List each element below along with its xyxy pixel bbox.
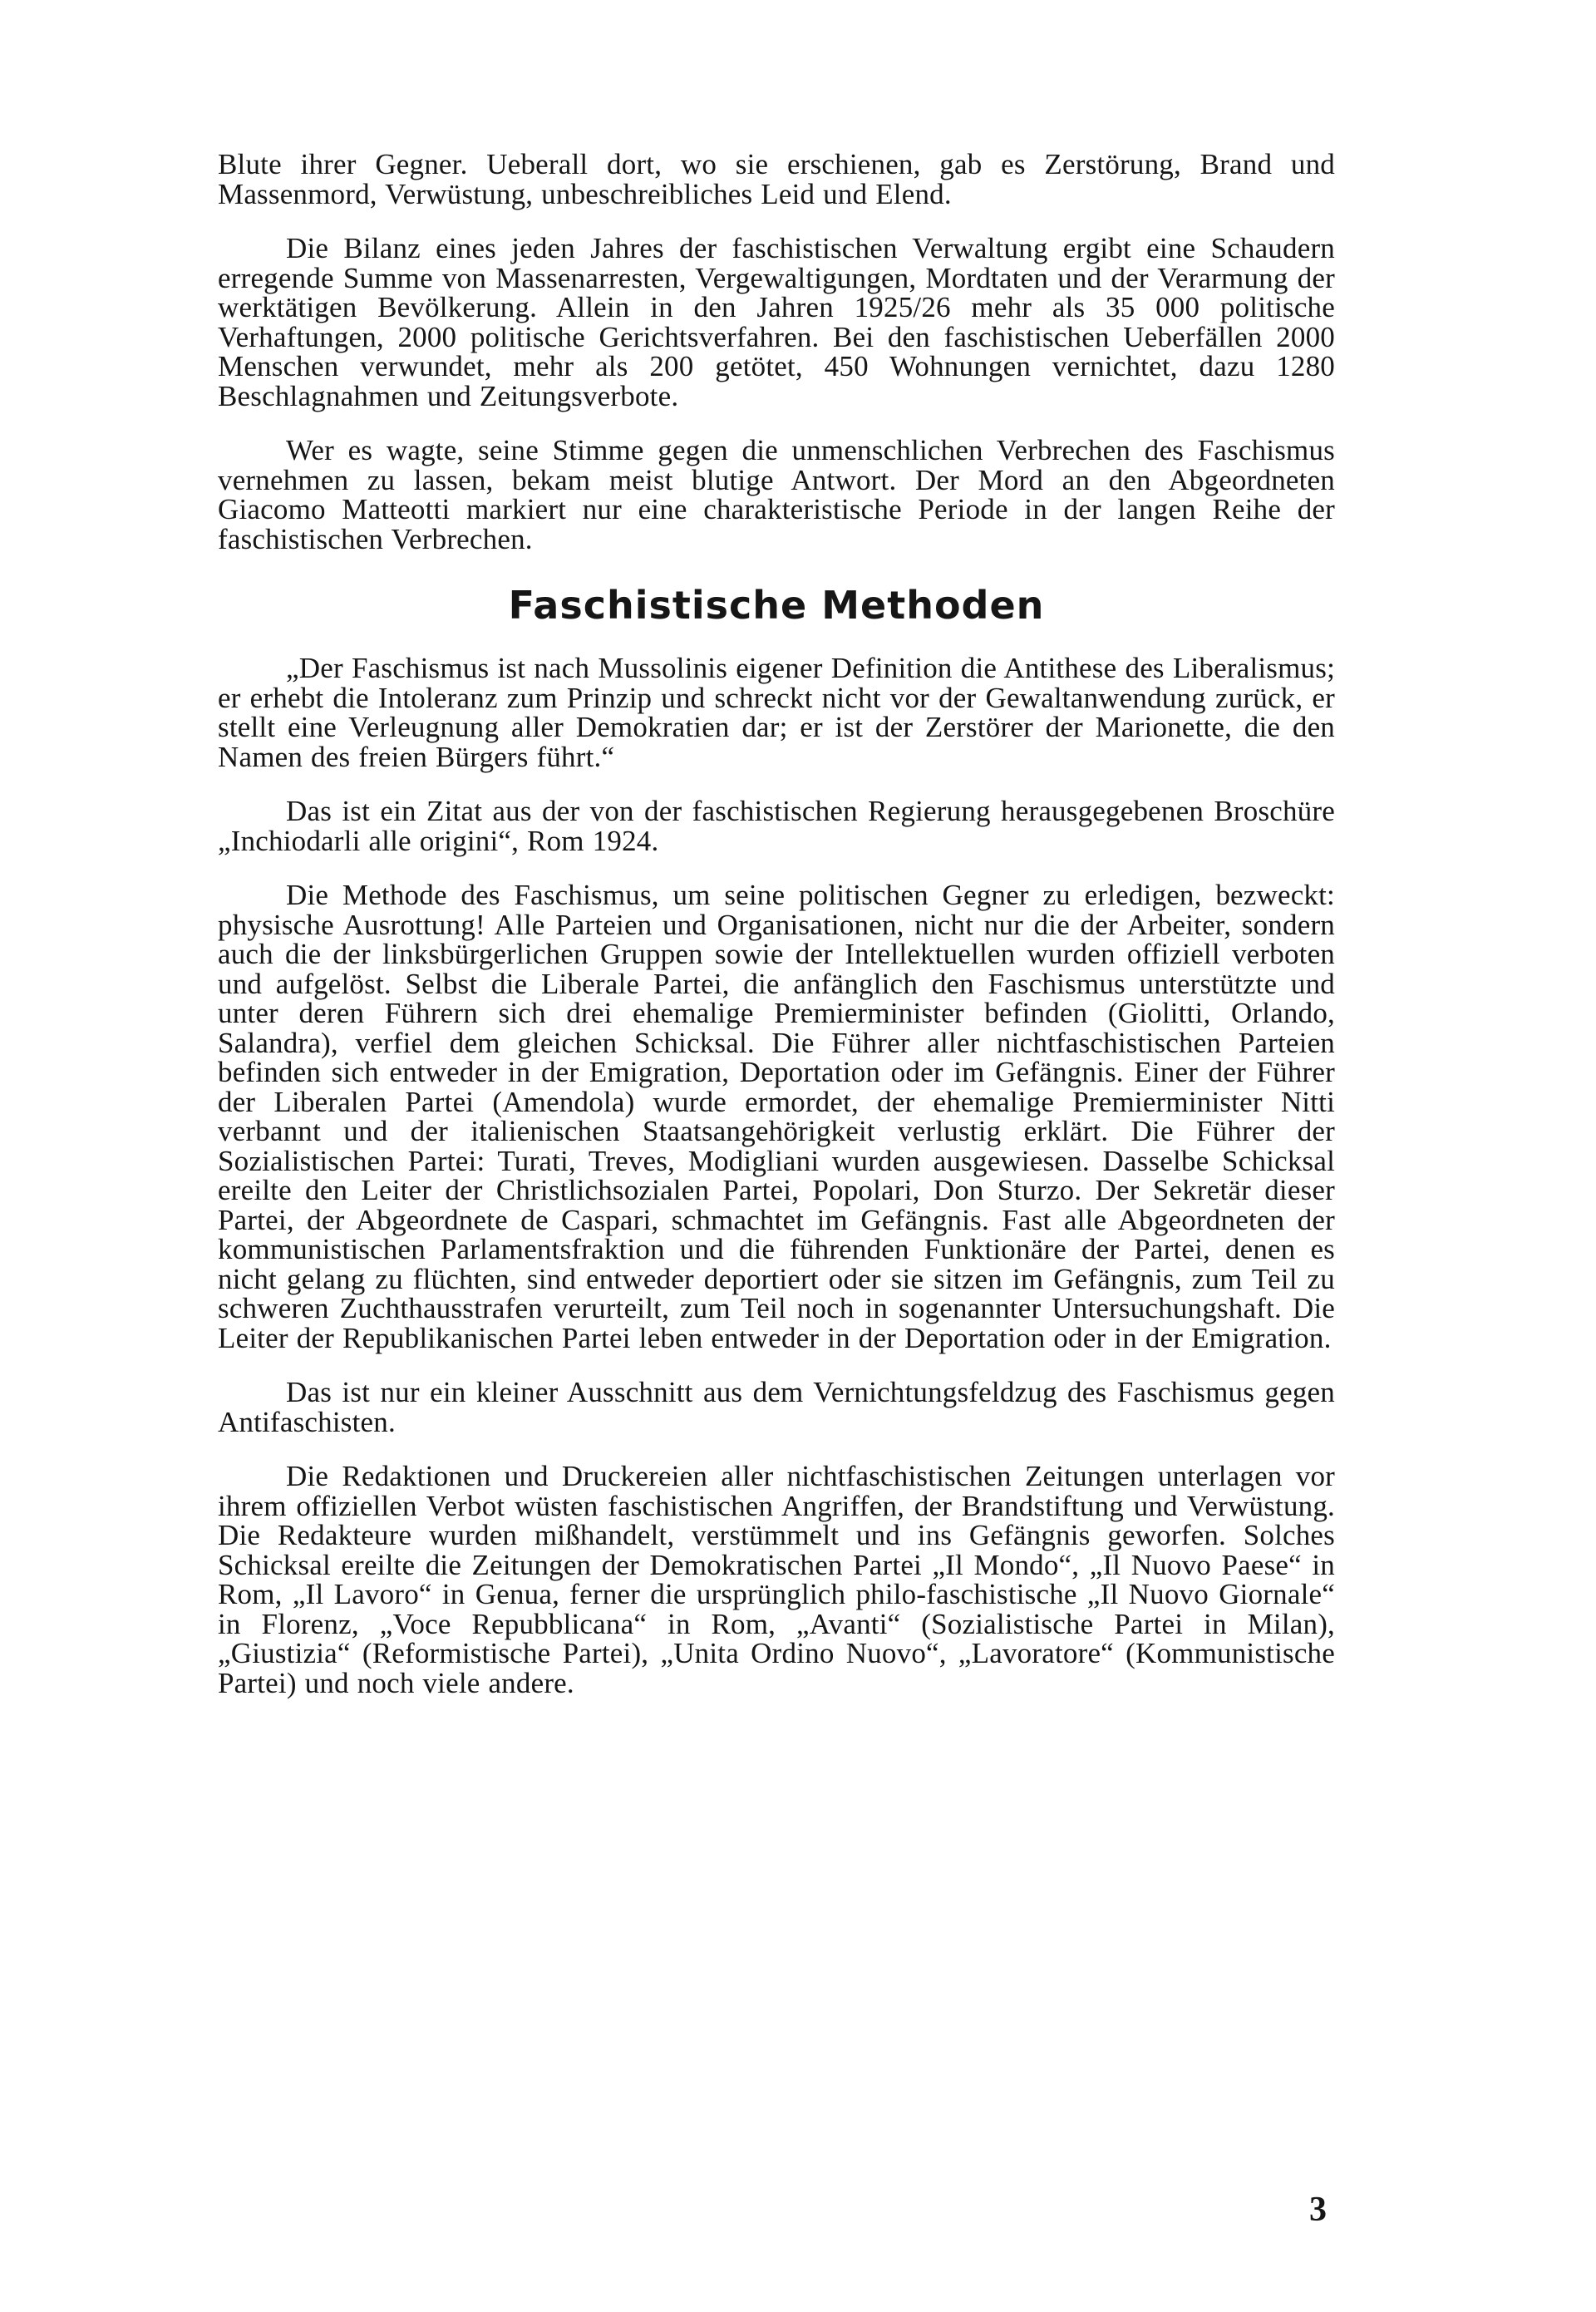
body-text (218, 150, 1335, 1723)
paragraph-ausschnitt: Das ist nur ein kleiner Ausschnitt aus dem Vernichtungsfeldzug des Faschismus gegen Antifaschisten. (218, 1376, 1335, 1438)
paragraph-matteotti: Wer es wagte, seine Stimme gegen die unmenschlichen Verbrechen des Faschismus vernehmen zu lassen, bekam meist blutige Antwort. Der Mord an den Abgeordneten Giacomo Matteotti markiert nur eine charakteristische Periode in der langen Reihe der faschistischen Verbrechen. (218, 434, 1335, 555)
section-heading: Faschistische Methoden (508, 583, 1045, 628)
paragraph-quote: „Der Faschismus ist nach Mussolinis eigener Definition die Antithese des Liberalismus; er erhebt die Intoleranz zum Prinzip und schreckt nicht vor der Gewaltanwendung zurück, er stellt eine Verleugnung aller Demokratien dar; er ist der Zerstörer der Marionette, die den Namen des freien Bürgers führt.“ (218, 652, 1335, 773)
paragraph-bilanz: Die Bilanz eines jeden Jahres der faschistischen Verwaltung ergibt eine Schaudern erregende Summe von Massenarresten, Vergewaltigungen, Mordtaten und der Verarmung der werktätigen Bevölkerung. Allein in den Jahren 1925/26 mehr als 35 000 politische Verhaftungen, 2000 politische Gerichtsverfahren. Bei den faschistischen Ueberfällen 2000 Menschen verwundet, mehr als 200 getötet, 450 Wohnungen vernichtet, dazu 1280 Beschlagnahmen und Zeitungsverbote. (218, 232, 1335, 412)
page-number: 3 (1309, 2191, 1327, 2229)
paragraph-methode: Die Methode des Faschismus, um seine politischen Gegner zu erledigen, bezweckt: physische Ausrottung! Alle Parteien und Organisationen, nicht nur die der Arbeiter, sondern auch die der linksbürgerlichen Gruppen sowie der Intellektuellen wurden offiziell verboten und aufgelöst. Selbst die Liberale Partei, die anfänglich den Faschismus unterstützte und unter deren Führern sich drei ehemalige Premierminister befinden (Giolitti, Orlando, Salandra), verfiel dem gleichen Schicksal. Die Führer aller nichtfaschistischen Parteien befinden sich entweder in der Emigration, Deportation oder im Gefängnis. Einer der Führer der Liberalen Partei (Amendola) wurde ermordet, der ehemalige Premierminister Nitti verbannt und der italienischen Staatsangehörigkeit verlustig erklärt. Die Führer der Sozialistischen Partei: Turati, Treves, Modigliani wurden ausgewiesen. Dasselbe Schicksal ereilte den Leiter der Christlichsozialen Partei, Popolari, Don Sturzo. Der Sekretär dieser Partei, der Abgeordnete de Caspari, schmachtet im Gefängnis. Fast alle Abgeordneten der kommunistischen Parlamentsfraktion und die führenden Funktionäre der Partei, denen es nicht gelang zu flüchten, sind entweder deportiert oder sie sitzen im Gefängnis, zum Teil zu schweren Zuchthausstrafen verurteilt, zum Teil noch in sogenannter Untersuchungshaft. Die Leiter der Republikanischen Partei leben entweder in der Deportation oder in der Emigration. (218, 879, 1335, 1354)
paragraph-redaktionen: Die Redaktionen und Druckereien aller nichtfaschistischen Zeitungen unterlagen vor ihrem offiziellen Verbot wüsten faschistischen Angriffen, der Brandstiftung und Verwüstung. Die Redakteure wurden mißhandelt, verstümmelt und ins Gefängnis geworfen. Solches Schicksal ereilte die Zeitungen der Demokratischen Partei „Il Mondo“, „Il Nuovo Paese“ in Rom, „Il Lavoro“ in Genua, ferner die ursprünglich philo-faschistische „Il Nuovo Giornale“ in Florenz, „Voce Repubblicana“ in Rom, „Avanti“ (Sozialistische Partei in Milan), „Giustizia“ (Reformistische Partei), „Unita Ordino Nuovo“, „Lavoratore“ (Kommunistische Partei) und noch viele andere. (218, 1460, 1335, 1699)
paragraph-citation: Das ist ein Zitat aus der von der faschistischen Regierung herausgegebenen Broschüre „Inchiodarli alle origini“, Rom 1924. (218, 795, 1335, 857)
paragraph-continuation: Blute ihrer Gegner. Ueberall dort, wo sie erschienen, gab es Zerstörung, Brand und Massenmord, Verwüstung, unbeschreibliches Leid und Elend. (218, 148, 1335, 210)
